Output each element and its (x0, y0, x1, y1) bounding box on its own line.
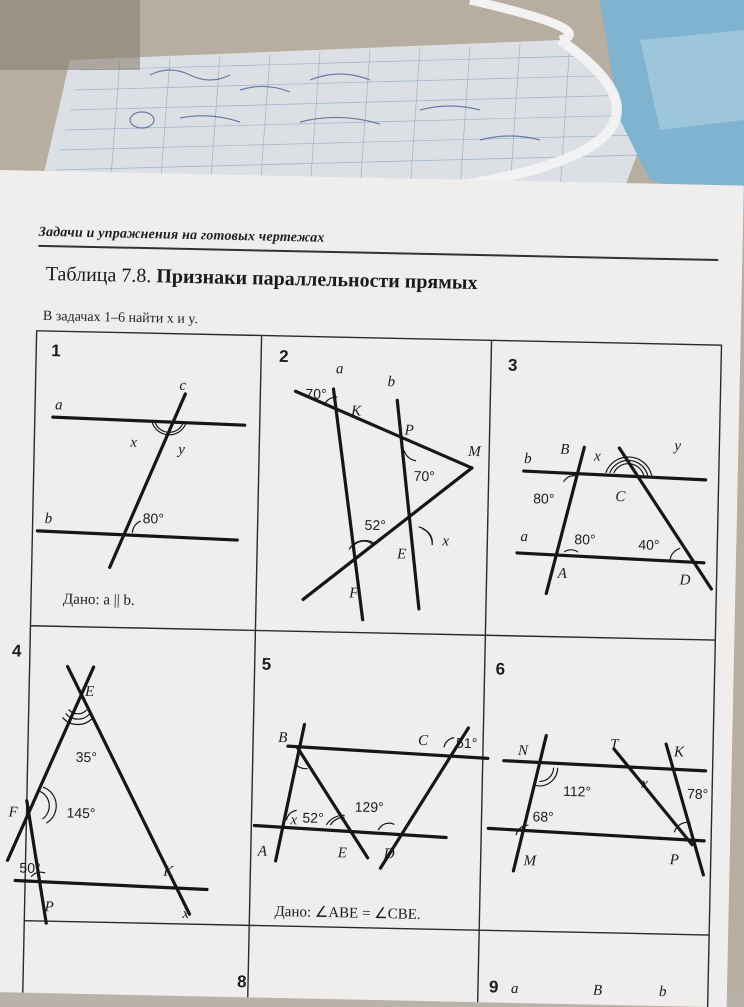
angle-arc (564, 550, 578, 553)
angle-value: 51° (455, 734, 478, 752)
label-a: A (257, 843, 268, 860)
line-ek (62, 667, 194, 915)
given-statement: Дано: ∠ABE = ∠CBE. (274, 903, 421, 923)
angle-arc (670, 548, 680, 560)
line-km (294, 391, 473, 468)
label-e: E (396, 546, 407, 563)
label-t: T (609, 736, 619, 754)
label-m: M (523, 853, 537, 870)
label-x: x (290, 812, 298, 829)
angle-value: 80° (142, 510, 165, 527)
line-nk (504, 761, 706, 771)
label-n: N (517, 742, 529, 760)
table-col-divider-2 (478, 340, 492, 1002)
line-a (517, 553, 704, 563)
angle-value: 80° (574, 531, 596, 548)
problem-6 (487, 659, 711, 875)
label-bpoint: B (560, 441, 570, 458)
next-row (237, 972, 667, 1000)
section-header: Задачи и упражнения на готовых чертежах (38, 224, 325, 246)
table-title-prefix: Таблица 7.8. (45, 262, 152, 288)
angle-value: 70° (413, 467, 436, 485)
textbook-page (0, 170, 744, 1007)
angle-value: 40° (638, 536, 660, 553)
label-x: x (182, 905, 190, 923)
problem-number: 1 (51, 341, 61, 361)
label-d: D (679, 572, 691, 589)
problem-number: 2 (278, 346, 289, 367)
angle-value: 78° (686, 785, 709, 802)
label-a: a (335, 361, 344, 378)
label-e: E (84, 683, 95, 701)
label-b: b (658, 983, 667, 1001)
table-row-divider-2 (24, 921, 709, 935)
table-title-name: Признаки параллельности прямых (156, 265, 478, 295)
label-e: E (337, 845, 348, 862)
problem-number: 3 (507, 355, 518, 375)
label-x: x (593, 448, 601, 465)
angle-arc (422, 529, 432, 543)
problem-number: 4 (11, 641, 22, 661)
angle-value: 129° (354, 798, 384, 816)
instructions: В задачах 1–6 найти x и y. (42, 308, 199, 328)
angle-value: 50° (19, 859, 41, 877)
label-c: C (615, 488, 626, 506)
label-k: K (163, 863, 174, 880)
line-b (37, 531, 237, 540)
problem-number: 9 (488, 977, 499, 997)
angle-value: 68° (532, 808, 554, 825)
label-y: y (674, 438, 682, 455)
angle-value: 52° (364, 516, 386, 534)
label-c: c (179, 377, 187, 394)
label-a: a (510, 980, 519, 998)
problem-1 (36, 341, 247, 611)
label-a: a (520, 528, 529, 546)
line-cd (616, 448, 714, 589)
table-row-divider (30, 626, 715, 640)
problems-grid (0, 170, 744, 1007)
label-d: D (383, 846, 395, 863)
problem-2 (274, 347, 485, 622)
angle-arc (444, 737, 454, 747)
label-b: b (44, 511, 53, 528)
label-f: F (349, 585, 359, 602)
label-c: C (417, 732, 429, 750)
angle-arc (378, 823, 394, 830)
problem-3 (503, 356, 716, 597)
angle-value: 70° (305, 385, 327, 402)
label-k: K (350, 403, 362, 420)
angle-arc (606, 457, 652, 476)
angle-arc (404, 451, 416, 461)
problem-5 (252, 655, 489, 925)
angle-arc (539, 767, 553, 781)
table-col-divider (248, 336, 262, 998)
label-b-point: B (592, 982, 603, 999)
label-apoint: A (557, 565, 568, 582)
problem-4 (5, 641, 212, 926)
angle-arc (418, 527, 432, 545)
angle-value: 52° (302, 809, 324, 826)
label-f: F (8, 804, 18, 821)
label-p: P (44, 899, 54, 916)
angle-value: 145° (66, 804, 96, 822)
line-pk (15, 880, 207, 889)
label-m: M (468, 443, 481, 461)
label-k: K (673, 744, 685, 761)
label-b: b (523, 451, 532, 468)
given-statement: Дано: a || b. (62, 591, 135, 609)
problem-number: 5 (261, 654, 272, 674)
angle-value: 112° (562, 782, 592, 800)
problem-number: 8 (236, 972, 247, 992)
label-x: x (641, 775, 649, 792)
label-b: b (387, 374, 396, 391)
line-a (329, 389, 368, 620)
label-b: B (277, 729, 288, 747)
label-y: y (178, 441, 186, 458)
label-x: x (442, 533, 450, 550)
line-a (53, 417, 245, 425)
angle-value: 80° (533, 490, 555, 507)
label-x: x (130, 434, 138, 451)
angle-arc (132, 521, 140, 533)
label-p: P (669, 852, 680, 869)
angle-arc (38, 791, 49, 819)
problem-number: 6 (495, 659, 506, 679)
label-a: a (54, 397, 63, 414)
label-p: P (404, 422, 414, 439)
angle-value: 35° (75, 748, 98, 766)
